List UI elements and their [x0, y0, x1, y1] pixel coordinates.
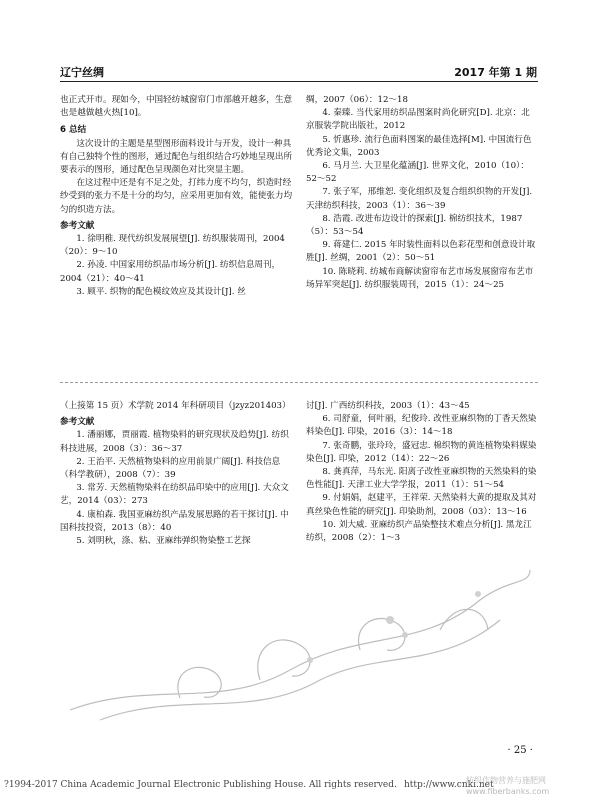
reference-item: 讨[J]. 广西纺织科技，2003（1）：43～45: [306, 401, 470, 411]
reference-item: 7. 张奇鹏，张玲玲，盛冠忠. 棉织物的黄连植物染料媒染染色[J]. 印染，2012（14）：22～26: [306, 440, 537, 464]
copyright-text: ?1994-2017 China Academic Journal Electronic Publishing House. All rights reserved.: [4, 780, 397, 790]
section-divider: [60, 382, 538, 383]
floral-swirl-icon: [60, 560, 538, 730]
reference-item: 4. 康柏森. 我国亚麻纺织产品发展思路的若干探讨[J]. 中国科技投资，2013（8）：40: [60, 509, 289, 533]
section-heading-6: 6 总结: [60, 125, 87, 136]
reference-item: 6. 司舒童，何叶丽，纪俊玲. 改性亚麻织物的丁香天然染料染色[J]. 印染，2016（3）：14～18: [306, 414, 537, 438]
bottom-left-column: [60, 400, 294, 548]
reference-item: 3. 常芳. 天然植物染料在纺织品印染中的应用[J]. 大众文艺，2014（03）：273: [60, 483, 289, 507]
reference-item: 1. 徐明稚. 现代纺织发展展望[J]. 纺织服装周刊，2004（20）：9～10: [60, 234, 285, 258]
journal-name: 辽宁丝绸: [60, 66, 104, 79]
reference-item: 10. 陈晓莉. 纺城布商解读窗帘布艺市场发展窗帘布艺市场异军突起[J]. 纺织服装周刊，2015（1）：24～25: [306, 266, 534, 290]
reference-item: 5. 忻惠珍. 流行色面料图案的最佳选择[M]. 中国流行色优秀论文集，2003: [306, 134, 532, 158]
reference-item: 9. 付娟娟，赵建平，王祥荣. 天然染料大黄的提取及其对真丝染色性能的研究[J]. 印染助剂，2008（03）：13～16: [306, 493, 537, 517]
reference-item: 5. 刘明秋，涤、粘、亚麻纬弹织物染整工艺探: [76, 536, 251, 547]
header-rule: [60, 81, 538, 82]
top-left-column: [60, 94, 294, 299]
reference-item: 2. 孙凌. 中国家用纺织品市场分析[J]. 纺织信息周刊，2004（21）：40～41: [60, 260, 281, 284]
body-paragraph: 这次设计的主题是星型图形面料设计与开发，设计一种具有自己独特个性的图形，通过配色与组织结合巧妙地呈现出所要表示的图形，通过配色呈现颜色对比突显主题。: [60, 138, 293, 176]
reference-item: 8. 龚真萍，马东光. 阳离子改性亚麻织物的天然染料的染色性能[J]. 天津工业大学学报，2011（1）：51～54: [306, 467, 537, 491]
references-heading: 参考文献: [60, 220, 95, 231]
body-paragraph: 在这过程中还是有不足之处，打纬力度不均匀，织造时经纱受到的张力不是十分的均匀，应采用更加有效，能使张力均匀的织造方法。: [60, 178, 293, 215]
reference-item: 2. 王治平. 天然植物染料的应用前景广阔[J]. 科技信息（科学教研），2008（7）：39: [60, 456, 281, 481]
reference-item: 3. 顾平. 织物的配色模纹效应及其设计[J]. 丝: [76, 286, 246, 297]
reference-item: 10. 刘大威. 亚麻纺织产品染整技术难点分析[J]. 黑龙江纺织，2008（2）：1～3: [306, 519, 532, 544]
reference-item: 6. 马月兰. 大卫星化蕴涵[J]. 世界文化，2010（10）：52～52: [306, 161, 529, 185]
reference-item: 7. 张子军，邢维恕. 变化组织及复合组织织物的开发[J]. 天津纺织科技，2003（1）：36～39: [306, 187, 533, 211]
reference-item: 绸，2007（06）：12～18: [306, 95, 408, 105]
references-heading: 参考文献: [60, 417, 95, 428]
reference-item: 9. 蒋建仁. 2015 年时装性面料以色彩花型和创意设计取胜[J]. 丝绸，2001（2）：50～51: [306, 240, 536, 264]
reference-item: 1. 潘丽娜，贾丽霞. 植物染料的研究现状及趋势[J]. 纺织科技进展，2008（3）：36～37: [60, 430, 289, 454]
issue-label: 2017 年第 1 期: [454, 66, 537, 79]
reference-item: 4. 秦臻. 当代家用纺织品图案时尚化研究[D]. 北京：北京服装学院出版社，2012: [306, 108, 530, 132]
website-text: http://www.cnki.net: [404, 780, 494, 790]
page-number: · 25 ·: [507, 745, 533, 756]
body-paragraph: 也正式开市。现如今，中国轻纺城窗帘门市部越开越多，生意也是越做越火热[10]。: [60, 95, 293, 119]
reference-item: 8. 浩霞. 改进布边设计的探索[J]. 棉纺织技术，1987（5）：53～54: [306, 213, 523, 238]
continued-note: （上接第 15 页）术学院 2014 年科研项目（jzyz201403）: [60, 401, 291, 411]
bottom-right-column: [306, 400, 538, 545]
watermark-text: 纺织作物营养与施肥网 www.fiberbanks.com: [466, 776, 550, 796]
top-right-column: [306, 94, 538, 292]
